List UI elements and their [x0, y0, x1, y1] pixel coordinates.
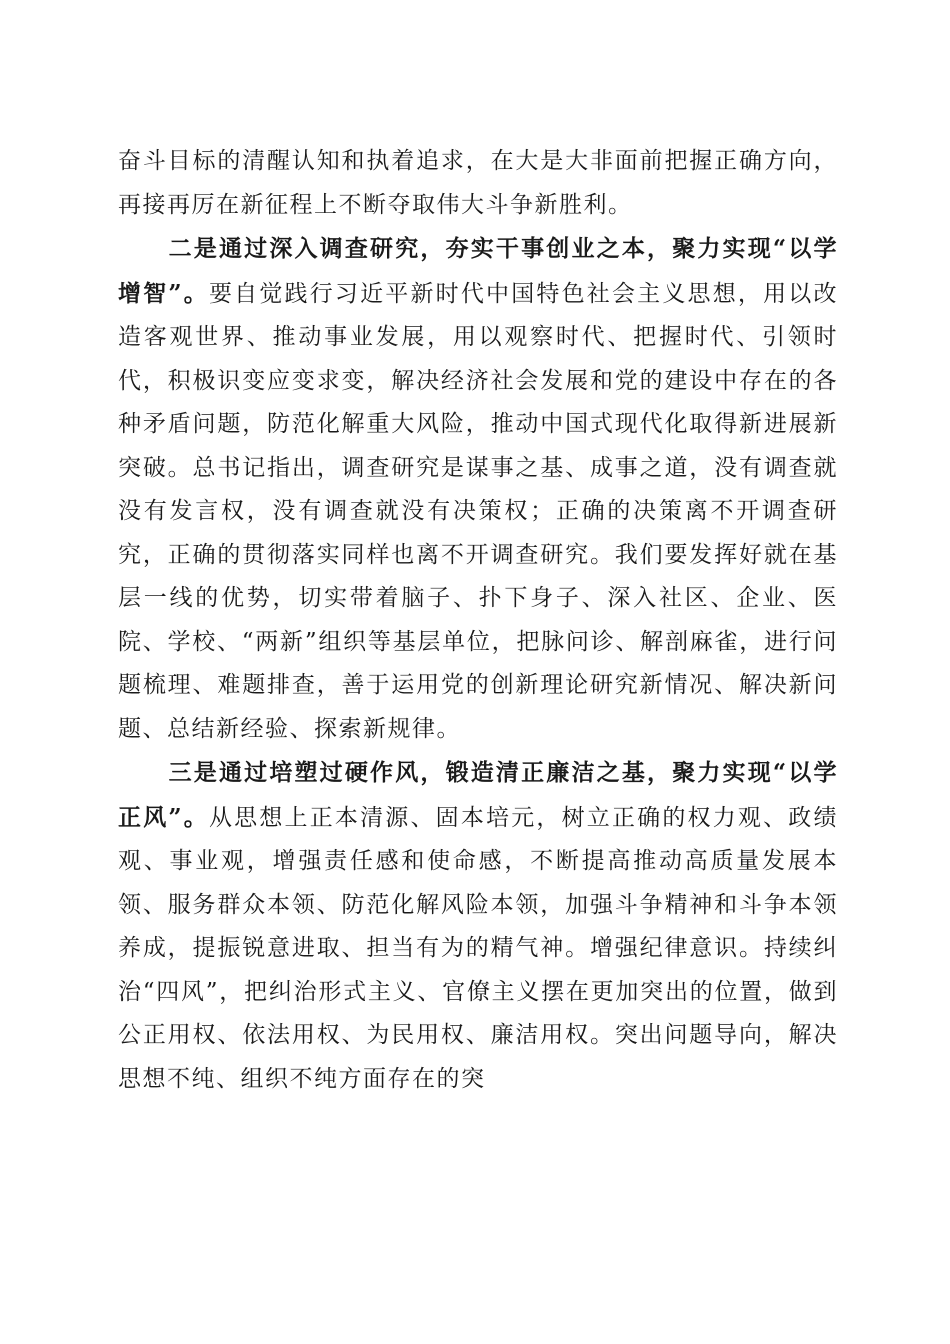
paragraph-heading: 三是通过培塑过硬作风，锻造清正廉洁之基，聚力实现“以学正风”。 [118, 759, 838, 831]
paragraph-point-three [118, 751, 838, 1101]
paragraph-heading: 二是通过深入调查研究，夯实干事创业之本，聚力实现“以学增智”。 [118, 235, 838, 307]
document-body [118, 140, 838, 1101]
paragraph-text: 要自觉践行习近平新时代中国特色社会主义思想，用以改造客观世界、推动事业发展，用以观察时代、把握时代、引领时代，积极识变应变求变，解决经济社会发展和党的建设中存在的各种矛盾问题，防范化解重大风险，推动中国式现代化取得新进展新突破。总书记指出，调查研究是谋事之基、成事之道，没有调查就没有发言权，没有调查就没有决策权；正确的决策离不开调查研究，正确的贯彻落实同样也离不开调查研究。我们要发挥好就在基层一线的优势，切实带着脑子、扑下身子、深入社区、企业、医院、学校、“两新”组织等基层单位，把脉问诊、解剖麻雀，进行问题梳理、难题排查，善于运用党的创新理论研究新情况、解决新问题、总结新经验、探索新规律。 [118, 280, 838, 742]
paragraph-point-two [118, 227, 838, 751]
paragraph-continuation [118, 140, 838, 227]
paragraph-text: 奋斗目标的清醒认知和执着追求，在大是大非面前把握正确方向，再接再厉在新征程上不断夺取伟大斗争新胜利。 [118, 148, 838, 218]
paragraph-text: 从思想上正本清源、固本培元，树立正确的权力观、政绩观、事业观，增强责任感和使命感，不断提高推动高质量发展本领、服务群众本领、防范化解风险本领，加强斗争精神和斗争本领养成，提振锐意进取、担当有为的精气神。增强纪律意识。持续纠治“四风”，把纠治形式主义、官僚主义摆在更加突出的位置，做到公正用权、依法用权、为民用权、廉洁用权。突出问题导向，解决思想不纯、组织不纯方面存在的突 [118, 804, 838, 1092]
